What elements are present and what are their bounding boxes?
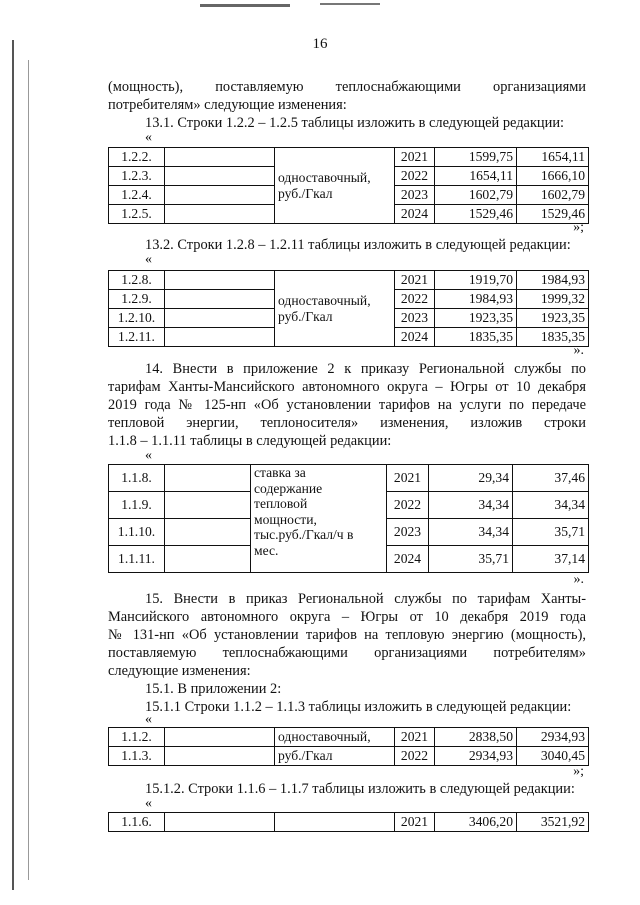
unit-cell	[275, 271, 395, 347]
row-number: 1.2.10.	[109, 309, 165, 328]
value-cell-1: 1835,35	[435, 328, 517, 347]
tariff-table-14	[108, 464, 589, 573]
paragraph-14-line: тарифам Ханты-Мансийского автономного округа – Югры от 10 декабря	[108, 379, 586, 395]
value-cell-1: 1919,70	[435, 271, 517, 290]
value-cell-2: 1654,11	[517, 148, 589, 167]
table-row	[109, 813, 589, 832]
intro-line-1	[108, 78, 586, 96]
value-cell-2: 35,71	[513, 519, 589, 546]
row-number: 1.2.2.	[109, 148, 165, 167]
tariff-table-13-2	[108, 270, 589, 347]
value-cell-1: 1599,75	[435, 148, 517, 167]
row-number: 1.1.8.	[109, 465, 165, 492]
value-cell-2: 37,14	[513, 546, 589, 573]
close-quote: ».	[573, 343, 584, 358]
scan-edge-line	[12, 40, 14, 890]
tariff-table-13-1	[108, 147, 589, 224]
empty-cell	[165, 290, 275, 309]
unit-cell: руб./Гкал	[275, 747, 395, 766]
unit-text: содержание	[254, 480, 323, 496]
open-quote: «	[145, 448, 152, 463]
row-number: 1.1.6.	[109, 813, 165, 832]
value-cell-2: 1666,10	[517, 167, 589, 186]
row-number: 1.2.8.	[109, 271, 165, 290]
year-cell: 2021	[387, 465, 429, 492]
intro-word: организациями	[493, 79, 586, 95]
paragraph-14-line: 2019 года № 125-нп «Об установлении тарифов на услуги по передаче	[108, 397, 586, 413]
row-number: 1.2.5.	[109, 205, 165, 224]
table-row	[109, 728, 589, 747]
page-number: 16	[312, 36, 328, 52]
open-quote: «	[145, 712, 152, 727]
year-cell: 2022	[395, 290, 435, 309]
row-number: 1.1.3.	[109, 747, 165, 766]
empty-cell	[165, 519, 251, 546]
empty-cell	[165, 328, 275, 347]
intro-word: поставляемую	[215, 79, 304, 95]
unit-text: одноставочный,	[278, 292, 371, 308]
close-quote: »;	[573, 764, 584, 779]
unit-cell	[251, 465, 387, 573]
empty-cell	[165, 148, 275, 167]
empty-cell	[165, 186, 275, 205]
year-cell: 2024	[387, 546, 429, 573]
paragraph-14-line: 14. Внести в приложение 2 к приказу Региональной службы по	[145, 361, 586, 377]
empty-cell	[165, 309, 275, 328]
unit-cell: одноставочный,	[275, 728, 395, 747]
paragraph-14-line: 1.1.8 – 1.1.11 таблицы в следующей редакции:	[108, 433, 392, 449]
unit-text: руб./Гкал	[278, 308, 333, 324]
row-number: 1.1.11.	[109, 546, 165, 573]
row-number: 1.2.4.	[109, 186, 165, 205]
unit-text: ставка за	[254, 465, 306, 480]
close-quote: »;	[573, 220, 584, 235]
paragraph-15-line: 15. Внести в приказ Региональной службы по тарифам Ханты-	[145, 591, 586, 607]
tariff-table-15-1-1	[108, 727, 589, 766]
close-quote: ».	[573, 572, 584, 587]
paragraph-13-1: 13.1. Строки 1.2.2 – 1.2.5 таблицы изложить в следующей редакции:	[145, 115, 565, 131]
value-cell-2: 1984,93	[517, 271, 589, 290]
unit-text: тыс.руб./Гкал/ч в	[254, 527, 354, 542]
unit-text: одноставочный,	[278, 169, 371, 185]
table-row	[109, 747, 589, 766]
empty-cell	[165, 271, 275, 290]
value-cell-1: 2934,93	[435, 747, 517, 766]
tariff-table-15-1-2	[108, 812, 589, 832]
value-cell-2: 34,34	[513, 492, 589, 519]
scan-top-mark	[200, 4, 290, 7]
row-number: 1.2.11.	[109, 328, 165, 347]
empty-cell	[165, 167, 275, 186]
unit-text: мес.	[254, 542, 279, 558]
value-cell-1: 1529,46	[435, 205, 517, 224]
paragraph-15-line: № 131-нп «Об установлении тарифов на тепловую энергию (мощность),	[108, 627, 586, 643]
year-cell: 2023	[395, 309, 435, 328]
table-row	[109, 465, 589, 492]
year-cell: 2021	[395, 728, 435, 747]
year-cell: 2022	[387, 492, 429, 519]
open-quote: «	[145, 130, 152, 145]
year-cell: 2022	[395, 167, 435, 186]
value-cell-2: 3040,45	[517, 747, 589, 766]
empty-cell	[165, 205, 275, 224]
row-number: 1.2.9.	[109, 290, 165, 309]
paragraph-15-line: следующие изменения:	[108, 663, 251, 679]
scan-edge-line	[28, 60, 29, 880]
year-cell: 2022	[395, 747, 435, 766]
year-cell: 2024	[395, 328, 435, 347]
value-cell-1: 34,34	[429, 492, 513, 519]
year-cell: 2021	[395, 813, 435, 832]
paragraph-14-line: тепловой энергии, теплоносителя» изменения, изложив строки	[108, 415, 586, 431]
paragraph-15-1-1: 15.1.1 Строки 1.1.2 – 1.1.3 таблицы изложить в следующей редакции:	[145, 699, 572, 715]
value-cell-2: 3521,92	[517, 813, 589, 832]
value-cell-1: 35,71	[429, 546, 513, 573]
value-cell-1: 1984,93	[435, 290, 517, 309]
value-cell-2: 37,46	[513, 465, 589, 492]
year-cell: 2023	[387, 519, 429, 546]
empty-cell	[165, 813, 275, 832]
value-cell-1: 1602,79	[435, 186, 517, 205]
open-quote: «	[145, 796, 152, 811]
value-cell-1: 34,34	[429, 519, 513, 546]
year-cell: 2021	[395, 271, 435, 290]
row-number: 1.1.9.	[109, 492, 165, 519]
empty-cell	[275, 813, 395, 832]
unit-text: мощности,	[254, 511, 317, 527]
value-cell-1: 1654,11	[435, 167, 517, 186]
paragraph-15-line: Мансийского автономного округа – Югры от 10 декабря 2019 года	[108, 609, 586, 625]
value-cell-1: 2838,50	[435, 728, 517, 747]
intro-word: (мощность),	[108, 79, 184, 95]
empty-cell	[165, 728, 275, 747]
paragraph-15-1: 15.1. В приложении 2:	[145, 681, 282, 697]
value-cell-2: 1999,32	[517, 290, 589, 309]
row-number: 1.1.10.	[109, 519, 165, 546]
year-cell: 2023	[395, 186, 435, 205]
value-cell-2: 1529,46	[517, 205, 589, 224]
value-cell-2: 1835,35	[517, 328, 589, 347]
year-cell: 2021	[395, 148, 435, 167]
empty-cell	[165, 546, 251, 573]
open-quote: «	[145, 252, 152, 267]
value-cell-2: 2934,93	[517, 728, 589, 747]
year-cell: 2024	[395, 205, 435, 224]
unit-text: тепловой	[254, 496, 308, 511]
empty-cell	[165, 465, 251, 492]
paragraph-15-1-2: 15.1.2. Строки 1.1.6 – 1.1.7 таблицы изложить в следующей редакции:	[145, 781, 575, 797]
value-cell-1: 1923,35	[435, 309, 517, 328]
unit-text: руб./Гкал	[278, 185, 333, 201]
paragraph-15-line: поставляемую теплоснабжающими организациями потребителям»	[108, 645, 586, 661]
value-cell-1: 3406,20	[435, 813, 517, 832]
table-row	[109, 271, 589, 290]
value-cell-2: 1602,79	[517, 186, 589, 205]
empty-cell	[165, 492, 251, 519]
value-cell-1: 29,34	[429, 465, 513, 492]
intro-word: теплоснабжающими	[335, 79, 461, 95]
empty-cell	[165, 747, 275, 766]
paragraph-13-2: 13.2. Строки 1.2.8 – 1.2.11 таблицы изложить в следующей редакции:	[145, 237, 571, 253]
scan-top-mark	[320, 3, 380, 5]
unit-cell	[275, 148, 395, 224]
table-row	[109, 148, 589, 167]
row-number: 1.1.2.	[109, 728, 165, 747]
value-cell-2: 1923,35	[517, 309, 589, 328]
intro-line-2: потребителям» следующие изменения:	[108, 97, 347, 113]
row-number: 1.2.3.	[109, 167, 165, 186]
